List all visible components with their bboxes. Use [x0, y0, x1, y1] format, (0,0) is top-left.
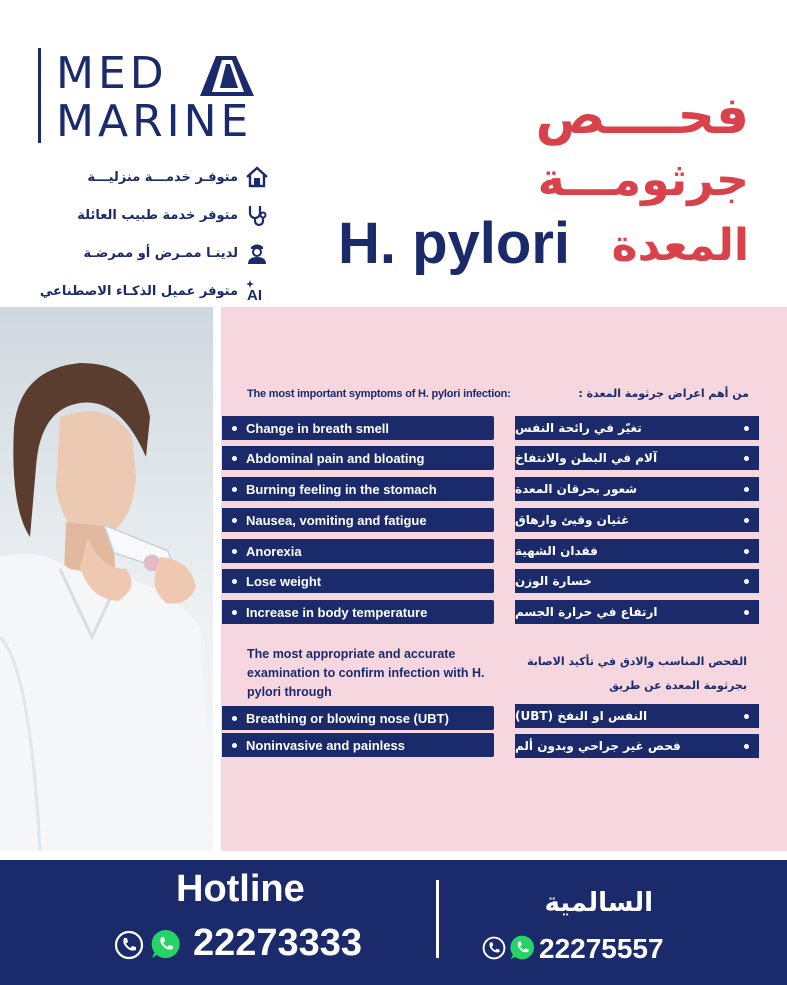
branch-whatsapp-icon[interactable]	[509, 934, 536, 961]
exam-text-ar	[507, 650, 747, 698]
symptom-en-item: Nausea, vomiting and fatigue	[222, 508, 494, 532]
title-ar-line-1: فحــــص	[535, 86, 749, 146]
woman-breath-test-photo	[0, 307, 213, 851]
ai-icon	[244, 278, 270, 304]
exam-text-en: The most appropriate and accurate examination to confirm infection with H. pylori through	[247, 647, 485, 699]
hotline-label: Hotline	[176, 868, 305, 910]
nurse-icon	[244, 240, 270, 266]
footer-bar	[0, 860, 787, 985]
photo-illustration	[0, 307, 213, 851]
symptoms-header-ar: من أهم اعراض جرثومة المعدة :	[578, 387, 749, 400]
service-home	[38, 158, 270, 196]
symptom-en-item: Anorexia	[222, 539, 494, 563]
services-list	[38, 158, 270, 310]
exam-text-ar-line-2: بجرثومة المعدة عن طريق	[609, 679, 747, 692]
symptom-ar-item: خسارة الوزن	[515, 569, 759, 593]
exam-en-item: Breathing or blowing nose (UBT)	[222, 706, 494, 730]
footer-divider	[436, 880, 439, 958]
exam-ar-item: النفس او النفخ (UBT)	[515, 704, 759, 728]
service-label: متوفر خدمة طبيب العائلة	[77, 207, 238, 223]
symptom-en-item: Lose weight	[222, 569, 494, 593]
sail-icon	[186, 54, 256, 98]
branch-name: السالمية	[544, 888, 653, 918]
home-icon	[244, 164, 270, 190]
service-ai-agent	[38, 272, 270, 310]
symptom-ar-item: تغيّر في رائحة النفس	[515, 416, 759, 440]
whatsapp-icon[interactable]	[150, 928, 182, 960]
branch-number[interactable]: 22275557	[539, 933, 664, 964]
symptom-ar-item: ارتفاع في حرارة الجسم	[515, 600, 759, 624]
logo-bar	[38, 48, 41, 143]
phone-icon[interactable]	[114, 930, 144, 960]
service-family-doctor	[38, 196, 270, 234]
stethoscope-icon	[244, 202, 270, 228]
symptom-en-item: Change in breath smell	[222, 416, 494, 440]
symptom-en-item: Increase in body temperature	[222, 600, 494, 624]
service-label: متوفر عميل الذكـاء الاصطناعي	[39, 283, 238, 299]
logo-line-1: MED	[56, 48, 168, 99]
service-label: لدينـا ممـرض أو ممرضـة	[83, 245, 238, 261]
symptoms-header-en: The most important symptoms of H. pylori infection:	[247, 388, 511, 400]
exam-text-ar-line-1: الفحص المناسب والادق في تأكيد الاصابة	[527, 655, 747, 668]
symptom-ar-item: آلام في البطن والانتفاخ	[515, 446, 759, 470]
exam-ar-item: فحص غير جراحي وبدون ألم	[515, 734, 759, 758]
symptom-ar-item: غثيان وقيئ وارهاق	[515, 508, 759, 532]
title-ar-line-2: جرثومـــة	[537, 152, 749, 206]
title-en: H. pylori	[338, 211, 571, 276]
svg-text:AI: AI	[247, 287, 262, 304]
service-nurse	[38, 234, 270, 272]
logo-line-2: MARINE	[56, 96, 253, 147]
branch-phone-icon[interactable]	[482, 936, 506, 960]
hotline-number[interactable]: 22273333	[193, 922, 363, 964]
symptom-en-item: Abdominal pain and bloating	[222, 446, 494, 470]
symptom-ar-item: فقدان الشهية	[515, 539, 759, 563]
symptom-ar-item: شعور بحرقان المعدة	[515, 477, 759, 501]
service-label: متوفـر خدمـــة منزليـــة	[87, 169, 238, 185]
brand-logo	[38, 48, 278, 148]
exam-en-item: Noninvasive and painless	[222, 733, 494, 757]
title-ar-line-3: المعدة	[611, 220, 749, 271]
symptom-en-item: Burning feeling in the stomach	[222, 477, 494, 501]
